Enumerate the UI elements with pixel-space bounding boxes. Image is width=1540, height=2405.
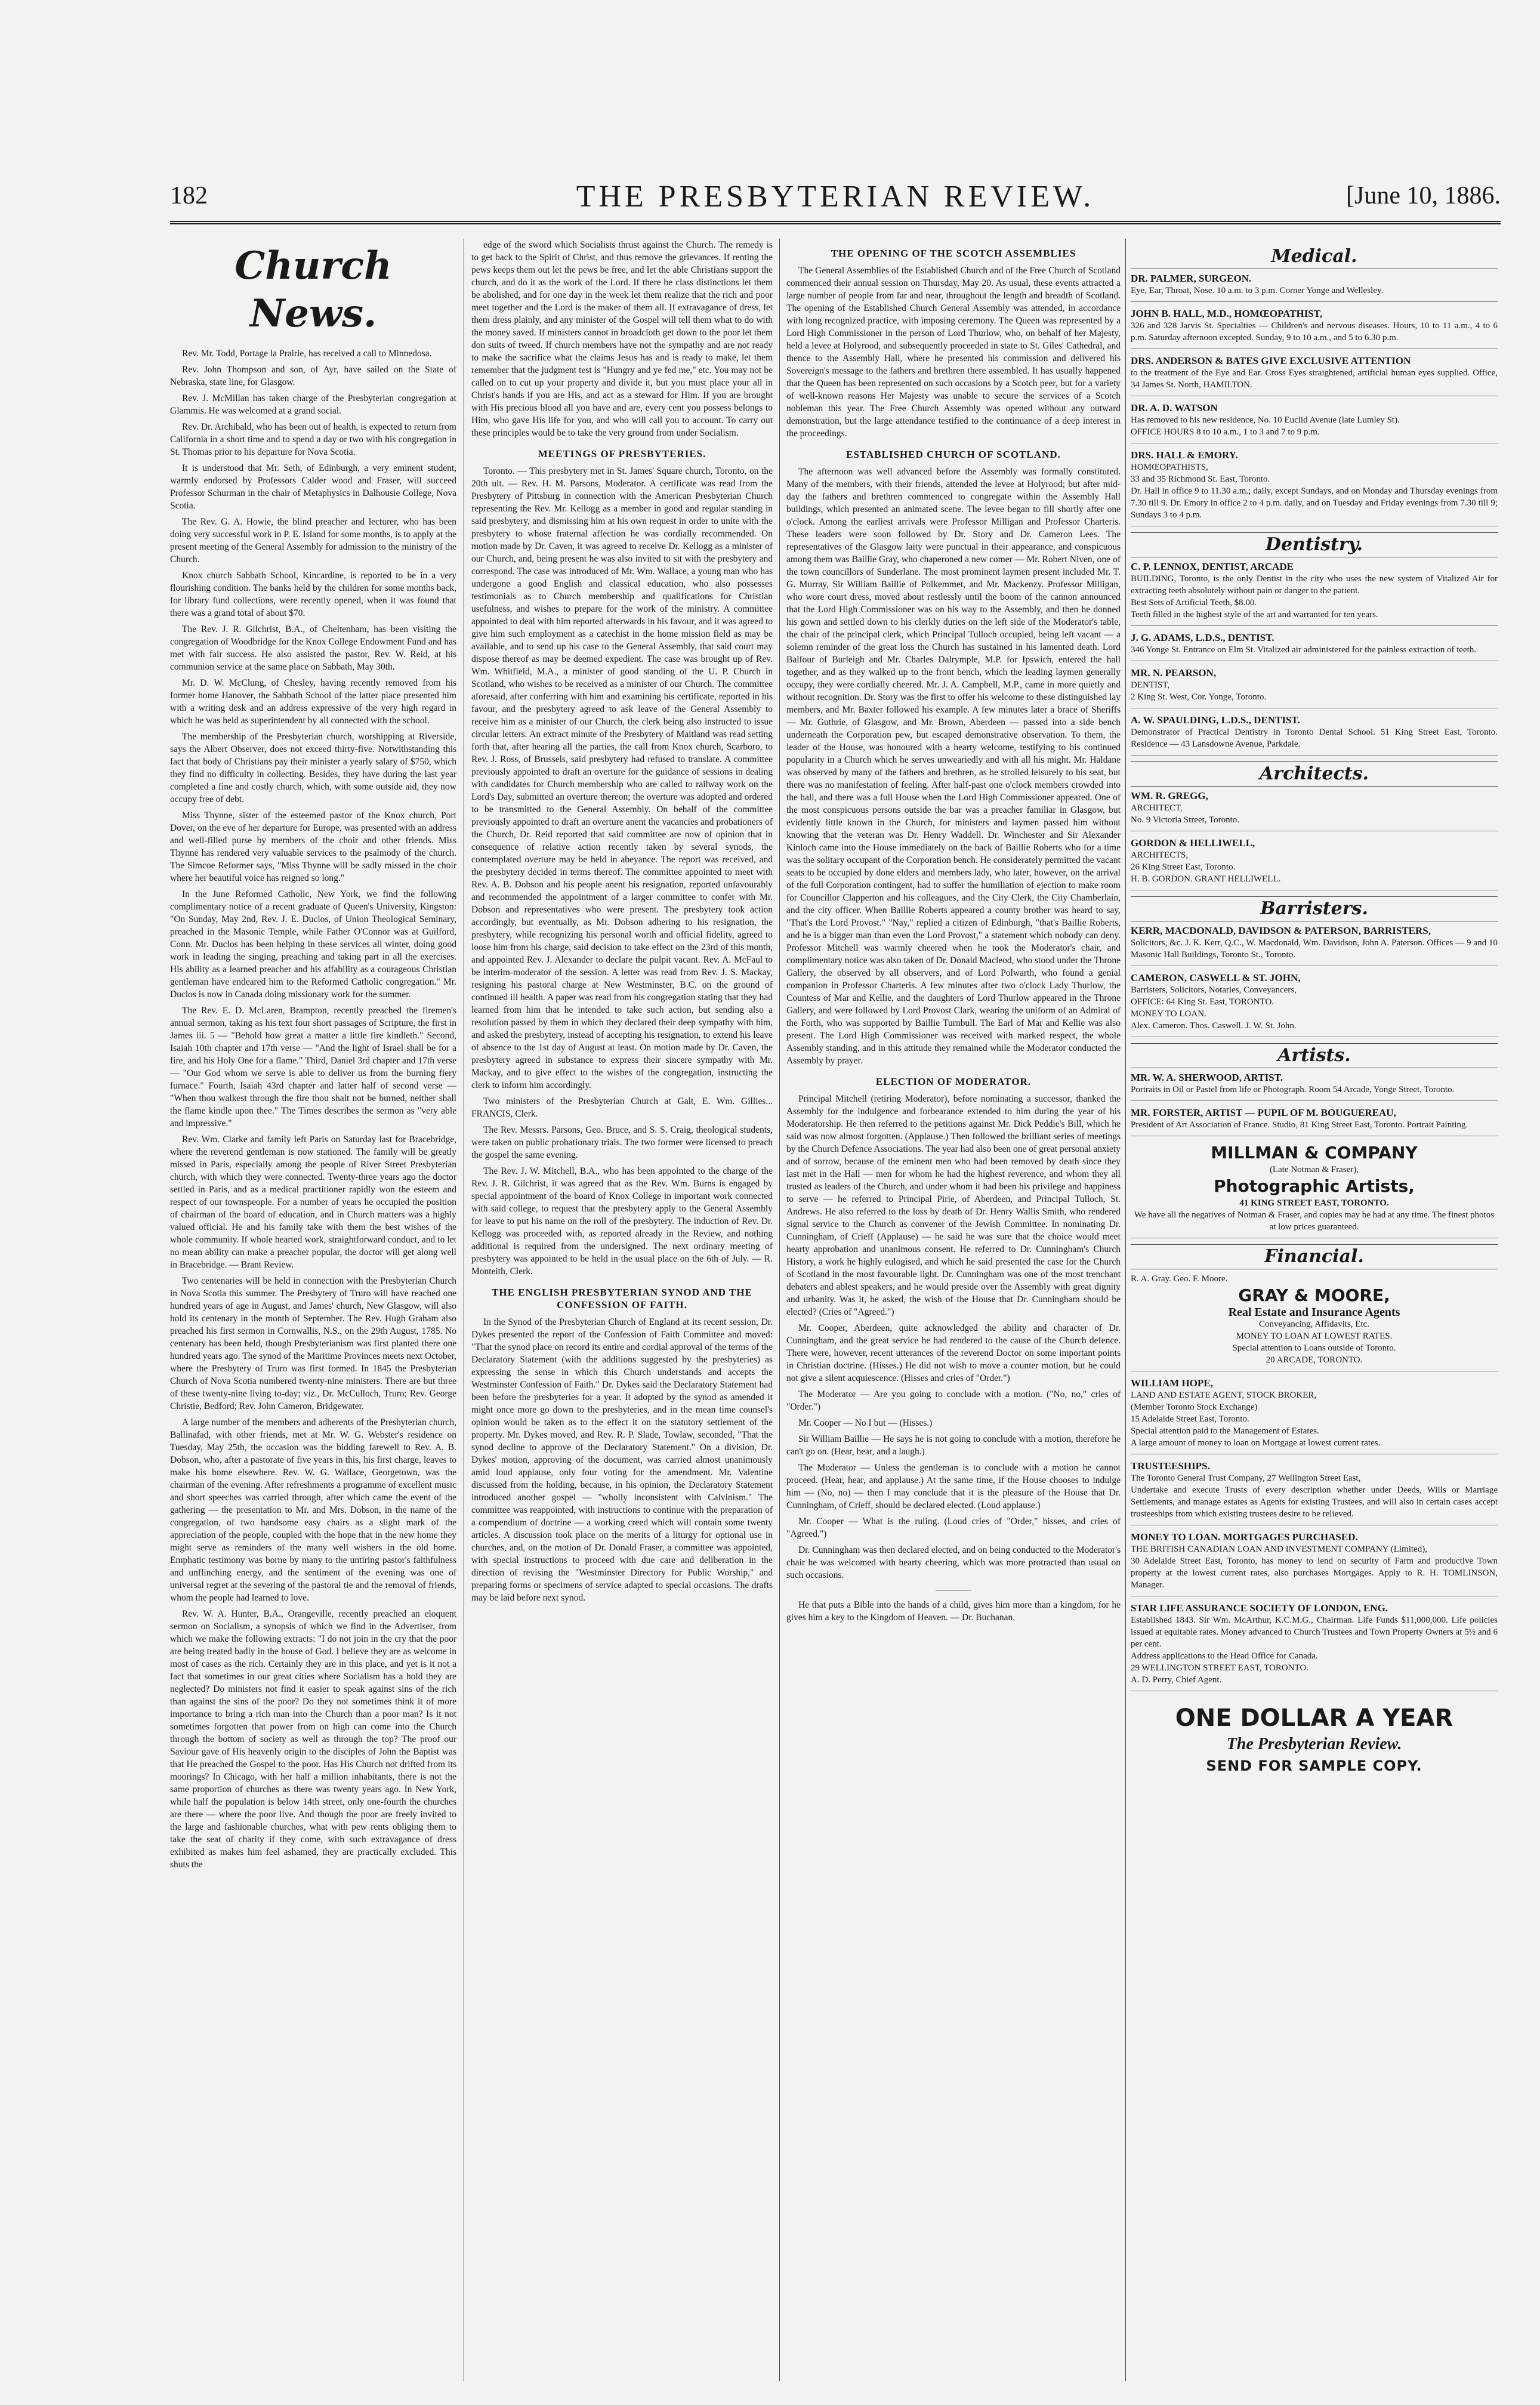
directory-listing — [1131, 449, 1498, 526]
millman-title: Photographic Artists, — [1214, 1176, 1415, 1196]
listing-name: J. G. ADAMS, L.D.S., DENTIST. — [1131, 632, 1274, 643]
listing-name: MR. FORSTER, ARTIST — PUPIL OF M. BOUGUEREAU, — [1131, 1107, 1396, 1118]
directory-listing — [1131, 308, 1498, 349]
millman-sub: (Late Notman & Fraser), — [1269, 1165, 1359, 1174]
gray-moore-names: R. A. Gray. Geo. F. Moore. — [1131, 1274, 1228, 1284]
artists-cards — [1131, 1072, 1498, 1136]
directory-listing — [1131, 1460, 1498, 1525]
listing-line: Teeth filled in the highest style of the art and warranted for ten years. — [1131, 610, 1378, 619]
article-paragraph: Rev. W. A. Hunter, B.A., Orangeville, recently preached an eloquent sermon on Socialism, a synopsis of which we find in the Advertiser, from which we make the following extracts: "I do not join in the cry that the poor are being treated badly in the house of God. I believe they are as welcome in most of cases as the rich. Certainly they are in this place, and yet is it not a fact that sometimes in our great cities where Socialism has a hold they are neglected? Do ministers not find it easier to speak against sins of the rich than against the sins of the poor? Do they not sometimes think it of more importance to bring a rich man into the Church than a poor man? Is it not sometimes forgotten that power from on high can come into the Church through the bottom of society as well as through the top? The proof our Saviour gave of His heavenly origin to the disciples of John the Baptist was that He preached the Gospel to the poor. Has His Church not drifted from its moorings? In Chicago, with her half a million inhabitants, there is not the same proportion of churches as there was twenty years ago. In New York, while half the population is below 14th street, only one-fourth the churches are there — where the poor live. And though the poor are freely invited to the large and fashionable churches, what with pew rents obliging them to take the seat of charity if they come, with such extravagance of dress exhibited as makes him feel ashamed, they are practically excluded. This shuts the — [170, 1609, 456, 1870]
church-news-body — [170, 347, 456, 1871]
listing-line: H. B. GORDON. GRANT HELLIWELL. — [1131, 874, 1281, 884]
listing-line: HOMŒOPATHISTS, — [1131, 462, 1208, 472]
meetings-heading: MEETINGS OF PRESBYTERIES. — [538, 448, 706, 460]
gray-moore-line: Conveyancing, Affidavits, Etc. — [1258, 1319, 1370, 1329]
article-paragraph: Principal Mitchell (retiring Moderator), before nominating a successor, thanked the Assembly for the indulgence and forbearance extended to him during the year of his Moderatorship. He then referred to the petitions against Mr. Dick Peddie's Bill, which he said was now almost forgotten. (Applause.) Then followed the brilliant series of meetings by the Church Defence Associations. The year had also been one of great personal anxiety and of sorrow, because of the eminent men who had been removed by death since they last met in the Hall — men for whom he had the highest reverence, and whom they all trusted as leaders of the Church, and under whom it had been his privilege and happiness to serve — he referred to Principal Pirie, of Aberdeen, and Principal Tulloch, St. Andrews. He also referred to the loss by death of Dr. Henry Wallis Smith, who rendered signal service to the Church as convener of the Jewish Committee. In nominating Dr. Cunningham, of Crieff (Applause) — he said he was sure that the choice would meet hearty approbation and unanimous consent. He referred to Dr. Cunningham's Church History, a work he highly eulogised, and which he said presented the case for the Church of Scotland in the most favourable light. Dr. Cunningham was one of the most trenchant debaters and ablest speakers, and he would preside over the Assembly with great dignity and urbanity. Was it, he asked, the wish of the House that Dr. Cunningham should be elected? (Cries of "Agreed.") — [786, 1094, 1121, 1317]
directory-listing — [1131, 667, 1498, 708]
millman-name: MILLMAN & COMPANY — [1211, 1143, 1418, 1163]
gray-moore-line: Special attention to Loans outside of Toronto. — [1232, 1343, 1396, 1353]
listing-line: Has removed to his new residence, No. 10 Euclid Avenue (late Lumley St). — [1131, 415, 1400, 425]
synod-heading: THE ENGLISH PRESBYTERIAN SYNOD AND THE CONFESSION OF FAITH. — [492, 1287, 752, 1311]
medical-cards — [1131, 273, 1498, 526]
listing-line: Demonstrator of Practical Dentistry in Toronto Dental School. 51 King Street East, Toronto. Residence — 43 Lansdowne Avenue, Parkdale. — [1131, 727, 1498, 749]
dentistry-cards — [1131, 561, 1498, 756]
listing-line: ARCHITECTS, — [1131, 850, 1189, 860]
listing-line: Special attention paid to the Management of Estates. — [1131, 1426, 1319, 1436]
financial-heading: Financial. — [1131, 1244, 1498, 1269]
gray-moore-line: 20 ARCADE, TORONTO. — [1266, 1355, 1363, 1365]
gray-moore-line: MONEY TO LOAN AT LOWEST RATES. — [1236, 1331, 1393, 1341]
listing-line: DENTIST, — [1131, 680, 1170, 690]
closing-quote: He that puts a Bible into the hands of a child, gives him more than a kingdom, for he gives him a key to the Kingdom of Heaven. — Dr. Buchanan. — [786, 1600, 1121, 1623]
article-paragraph: The Rev. J. R. Gilchrist, B.A., of Cheltenham, has been visiting the congregation of Woodbridge for the Knox College Endowment Fund and has met with fair success. He also assisted the pastor, Rev. W. Reid, at his communion service at the same place on Sabbath, May 30th. — [170, 624, 456, 672]
article-paragraph: The Moderator — Unless the gentleman is to conclude with a motion he cannot proceed. (Hear, hear, and applause.) At the same time, if the House chooses to indulge him — (No, no) — then I may conclude that it is the pleasure of the House that Dr. Cunningham, of Crieff, should be declared elected. (Loud applause.) — [786, 1463, 1121, 1510]
article-paragraph: Rev. Mr. Todd, Portage la Prairie, has received a call to Minnedosa. — [182, 349, 432, 359]
article-paragraph: The Rev. J. W. Mitchell, B.A., who has been appointed to the charge of the Rev. J. R. Gilchrist, it was agreed that as the Rev. Wm. Burns is engaged by special appointment of the board of Knox College in important work connected with said college, to request that the presbytery apply to the General Assembly for leave to put his name on the roll of the presbytery. The induction of Rev. Dr. Kellogg was proceeded with, as reported already in the Review, and nothing additional is required from the undersigned. The next ordinary meeting of presbytery was appointed to be held in the usual place on the 6th of July. — R. Monteith, Clerk. — [471, 1166, 773, 1276]
column-rule — [779, 239, 780, 2381]
barristers-cards — [1131, 925, 1498, 1037]
listing-line: MONEY TO LOAN. — [1131, 1009, 1206, 1019]
established-body — [786, 465, 1121, 1067]
millman-ad — [1131, 1142, 1498, 1238]
directory-listing — [1131, 355, 1498, 396]
architects-heading: Architects. — [1131, 761, 1498, 787]
article-paragraph: The Moderator — Are you going to conclude with a motion. ("No, no," cries of "Order.") — [786, 1389, 1121, 1412]
listing-name: DRS. ANDERSON & BATES GIVE EXCLUSIVE ATTENTION — [1131, 355, 1411, 366]
listing-line: 2 King St. West, Cor. Yonge, Toronto. — [1131, 692, 1267, 702]
millman-address: 41 KING STREET EAST, TORONTO. — [1239, 1198, 1389, 1208]
directory-listing — [1131, 273, 1498, 302]
article-paragraph: It is understood that Mr. Seth, of Edinburgh, a very eminent student, warmly endorsed by Professors Calder wood and Fraser, will succeed Professor Schurman in the chair of Metaphysics in Dalhousie College, Nova Scotia. — [170, 463, 456, 511]
issue-date: [June 10, 1886. — [1346, 182, 1501, 209]
listing-name: STAR LIFE ASSURANCE SOCIETY OF LONDON, ENG. — [1131, 1602, 1388, 1614]
listing-line: Dr. Hall in office 9 to 11.30 a.m.; daily, except Sundays, and on Monday and Thursday evenings from 7.30 till 9. Dr. Emory in office 2 to 4 p.m. daily, and on Tuesday and Friday evenings from 7.30 till 9; Sundays 3 to 4 p.m. — [1131, 486, 1498, 520]
listing-line: LAND AND ESTATE AGENT, STOCK BROKER, — [1131, 1390, 1317, 1400]
listing-line: OFFICE HOURS 8 to 10 a.m., 1 to 3 and 7 to 9 p.m. — [1131, 427, 1320, 437]
article-paragraph: Sir William Baillie — He says he is not going to conclude with a motion, therefore he can't go on. (Hear, hear, and a laugh.) — [786, 1434, 1121, 1457]
listing-name: JOHN B. HALL, M.D., HOMŒOPATHIST, — [1131, 308, 1323, 319]
article-paragraph: Knox church Sabbath School, Kincardine, is reported to be in a very flourishing condition. The banks held by the children for some months back, for library fund collections, were recently opened, when it was found that there was a grand total of about $70. — [170, 571, 456, 618]
directory-listing — [1131, 1107, 1498, 1136]
article-paragraph: A large number of the members and adherents of the Presbyterian church, Ballinafad, with other friends, met at Mr. W. G. Webster's residence on Tuesday, May 25th, the occasion was the bidding farewell to Rev. A. B. Dobson, who, after a pastorate of five years in this, his first charge, leaves to make his home elsewhere. Rev. W. G. Wallace, Georgetown, was the chairman of the evening. After refreshments a programme of excellent music and short speeches was carried through, after which came the event of the gathering — the presentation to Mr. and Mrs. Dobson, in the name of the congregation, of two handsome easy chairs as a slight mark of the appreciation of the people, coupled with the hope that in the new home they might serve as reminders of the many well wishers in the old home. Emphatic testimony was borne by many to the untiring pastor's faithfulness and unflinching energy, and the sentiment of the evening was one of universal regret at the severing of the pastoral tie and the removal of friends, whom the people had learned to love. — [170, 1417, 456, 1603]
barristers-heading: Barristers. — [1131, 896, 1498, 921]
article-paragraph: Rev. John Thompson and son, of Ayr, have sailed on the State of Nebraska, state line, for Glasgow. — [170, 365, 456, 387]
listing-name: C. P. LENNOX, DENTIST, ARCADE — [1131, 561, 1294, 572]
election-body — [786, 1093, 1121, 1581]
listing-name: MR. W. A. SHERWOOD, ARTIST. — [1131, 1072, 1283, 1083]
article-paragraph: In the Synod of the Presbyterian Church of England at its recent session, Dr. Dykes presented the report of the Confession of Faith Committee and moved: "That the synod place on record its entire and cordial approval of the terms of the Declaratory Statement (with the additions suggested by the presbyteries) as expressing the sense in which this Church understands and accepts the Westminster Confession of Faith." Dr. Dykes said the Declaratory Statement had been before the presbyteries for a year. It adopted by the synod as amended it might once more go down to the presbyteries, and in the mean time counsel's opinion would be taken as to the effect it on the statutory settlement of the property. Mr. Dykes moved, and Rev. R. P. Slade, Towlaw, seconded, "That the synod decline to approve of the Declaratory Statement." On a division, Dr. Dykes' motion, approving of the document, was carried almost unanimously amid loud applause, only four voting for the amendment. Mr. Valentine discussed from the holding, because, in his opinion, the Declaratory Statement introduced another gospel — "wholly inconsistent with Calvinism." The committee was reappointed, with instructions to continue with the preparation of a compendium of doctrine — a working creed which will contain some twenty articles. A discussion took place on the merits of a liturgy for optional use in churches, and, on the motion of Dr. Donald Fraser, a committee was appointed, with special instructions to proceed with due care and deliberation in the direction of revising the "Westminster Directory for Public Worship," and preparing forms or specimens of service adapted to special occasions. The drafts may be laid before next synod. — [471, 1317, 773, 1603]
gray-moore-firm: GRAY & MOORE, — [1238, 1285, 1390, 1305]
opening-body — [786, 264, 1121, 440]
listing-line: Solicitors, &c. J. K. Kerr, Q.C., W. Macdonald, Wm. Davidson, John A. Paterson. Offices — 9 and 10 Masonic Hall Buildings, Toronto St., Toronto. — [1131, 938, 1498, 960]
listing-line: Address applications to the Head Office for Canada. — [1131, 1651, 1318, 1661]
article-paragraph: edge of the sword which Socialists thrust against the Church. The remedy is to get back to the Spirit of Christ, and thus remove the grievances. If renting the pews keeps them out let the pews be free, and let the able Christians support the church, and do it as the work of the Lord. If there be class distinctions let them be abolished, and for one day in the week let them realize that the rich and poor meet together and the Lord is the maker of them all. If extravagance of dress, let them dress plainly, and any minister of the Gospel will tell them what to do with the money saved. If ministers cannot in broadcloth get down to the poor let them don suits of tweed. If church members have not the sympathy and are not ready to make the sacrifice what the claims Jesus has and is ready to make, let them remember that the judgment test is "Hungry and ye fed me," etc. You may not be called on to cut up your property and divide it, but you must place your all in Christ's hands if you are His, and act as a steward for Him. If you are brought with His precious blood all you have and are, every cent you possess belongs to Him, who gave His life for you, and who will call you to account. To carry out these principles would be to take the very ground from under Socialism. — [471, 240, 773, 438]
listing-name: DR. A. D. WATSON — [1131, 402, 1218, 414]
article-paragraph: Two centenaries will be held in connection with the Presbyterian Church in Nova Scotia this summer. The Presbytery of Truro will have reached one hundred years of age in August, and James' church, New Glasgow, will also hold its centenary in the month of September. The Rev. Hugh Graham also preached his first sermon in Cornwallis, N.S., on the 29th August, 1785. No centenary has been held, though Presbyterianism was first planted there one hundred years ago. The synod of the Maritime Provinces meets next October, where the Presbytery of Truro was first formed. In 1845 the Presbyterian Church of Nova Scotia numbered twenty-nine ministers. There are but three of these twenty-nine living to-day; viz., Dr. McCulloch, Truro; Rev. George Christie, Bedford; Rev. John Cameron, Bridgewater. — [170, 1276, 456, 1411]
listing-name: WM. R. GREGG, — [1131, 790, 1208, 801]
listing-line: Portraits in Oil or Pastel from life or Photograph. Room 54 Arcade, Yonge Street, Toronto. — [1131, 1085, 1455, 1094]
directory-listing — [1131, 837, 1498, 890]
architects-cards — [1131, 790, 1498, 890]
newspaper-title: THE PRESBYTERIAN REVIEW. — [576, 180, 1095, 214]
listing-name: A. W. SPAULDING, L.D.S., DENTIST. — [1131, 714, 1300, 726]
opening-heading: THE OPENING OF THE SCOTCH ASSEMBLIES — [831, 248, 1076, 259]
column-church-news — [170, 239, 456, 2381]
directory-listing — [1131, 972, 1498, 1037]
medical-heading: Medical. — [1131, 245, 1498, 269]
listing-line: 29 WELLINGTON STREET EAST, TORONTO. — [1131, 1663, 1309, 1673]
listing-line: ARCHITECT, — [1131, 803, 1183, 813]
article-paragraph: Mr. Cooper, Aberdeen, quite acknowledged the ability and character of Dr. Cunningham, and the great service he had rendered to the cause of the Church defence. There were, however, recent utterances of the reverend Doctor on some important points in Christian doctrine. (Hisses.) He did not wish to move a counter motion, but he could not give a silent acquiescence. (Hisses and cries of "Order.") — [786, 1323, 1121, 1383]
election-heading: ELECTION OF MODERATOR. — [875, 1076, 1032, 1087]
article-paragraph: Rev. J. McMillan has taken charge of the Presbyterian congregation at Glammis. He was welcomed at a grand social. — [170, 393, 456, 416]
directory-listing — [1131, 714, 1498, 756]
promo-price: ONE DOLLAR A YEAR — [1175, 1704, 1453, 1732]
listing-name: DRS. HALL & EMORY. — [1131, 449, 1238, 461]
listing-name: KERR, MACDONALD, DAVIDSON & PATERSON, BARRISTERS, — [1131, 925, 1431, 936]
listing-name: MONEY TO LOAN. MORTGAGES PURCHASED. — [1131, 1531, 1358, 1543]
directory-listing — [1131, 402, 1498, 443]
article-paragraph: Mr. D. W. McClung, of Chesley, having recently removed from his former home Hanover, the Sabbath School of the latter place presented him with a writing desk and an address expressive of the very high regard in which he was held as superintendent by all connected with the school. — [170, 678, 456, 726]
directory-listing — [1131, 1377, 1498, 1454]
column-two — [471, 239, 773, 2381]
millman-note: We have all the negatives of Notman & Fraser, and copies may be had at any time. The finest photos at low prices guaranteed. — [1134, 1210, 1495, 1232]
listing-line: Undertake and execute Trusts of every description whether under Deeds, Wills or Marriage Settlements, and manage estates as Agents for existing Trustees, and will also in certain cases accept trusteeships from which existing trustees desire to be relieved. — [1131, 1485, 1498, 1519]
listing-name: CAMERON, CASWELL & ST. JOHN, — [1131, 972, 1301, 983]
listing-line: A. D. Perry, Chief Agent. — [1131, 1675, 1222, 1685]
article-paragraph: Rev. Dr. Archibald, who has been out of health, is expected to return from California in a short time and to spend a day or two with his congregation in St. Thomas prior to his departure for Nova Scotia. — [170, 422, 456, 457]
established-heading: ESTABLISHED CHURCH OF SCOTLAND. — [846, 449, 1061, 460]
gray-moore-ad — [1131, 1273, 1498, 1371]
article-paragraph: Toronto. — This presbytery met in St. James' Square church, Toronto, on the 20th ult. — Rev. H. M. Parsons, Moderator. A certificate was read from the Presbytery of Pittsburg in connection with the American Presbyterian Church representing the Rev. Mr. Kellogg as a member in good and regular standing in said presbytery, and dismissing him at his own request in order to unite with the presbytery to whose fraternal affection he was cordially recommended. On motion made by Dr. Caven, it was agreed to receive Dr. Kellogg as a minister of our Church, and, being present he was also invited to sit with the presbytery and correspond. The case was introduced of Mr. Wm. Wallace, a young man who has undergone a good English and classical education, who also possesses testimonials as to Church membership and qualifications for Christian usefulness, and wishes to prepare for the work of the ministry. A committee appointed to deal with him reported afterwards in his favour, and it was agreed to give him such employment as a catechist in the home mission field as may be available, and to send up his case to the General Assembly, that said court may dispose thereof as may be deemed expedient. The case was brought up of Rev. Wm. Whitfield, M.A., a minister of good standing of the U. P. Church in Scotland, who wishes to be received as a minister of our Church. The committee aforesaid, after conferring with him and examining his certificate, reported in his favour, and the presbytery agreed to ask leave of the General Assembly to receive him as a minister of our Church, the clerk being also instructed to issue circular letters. An extract minute of the Presbytery of Maitland was read setting forth that, after hearing all the parties, the call from Knox church, Scarboro, to Rev. J. Ross, of Brussels, said presbytery had refused to translate. A committee previously appointed to draft an overture for the guidance of sessions in dealing with candidates for Church membership who are called to railway work on the Lord's Day, submitted an overture thereon; the overture was adopted and ordered to be transmitted to the General Assembly. On behalf of the committee previously appointed to draft an overture anent the vacancies and probationers of the Church, Dr. Reid reported that said committee are now of opinion that in consequence of relative action recently taken by several synods, the contemplated overture may be held in abeyance. The report was received, and the presbytery decided in terms thereof. The committee appointed to meet with Rev. A. B. Dobson and his people anent his resignation, reported unfavourably and recommended the appointment of a larger committee to confer with Mr. Dobson and representatives who were present. The presbytery took action accordingly, but eventually, as Mr. Dobson adhering to his resignation, the presbytery, while recognizing his personal worth and official fidelity, agreed to loose him from his charge, said decision to take effect on the 23rd of this month, and appointed Rev. J. Alexander to declare the pulpit vacant. Rev. A. McFaul to be interim-moderator of the session. A letter was read from Rev. J. S. Mackay, resigning his pastoral charge at New Westminster, B.C. on the ground of continued ill health. A paper was read from his congregation stating that they had learned from him that he intended to take such action, but sending also a resolution passed by them in which they declared their deep sympathy with him, and asked the presbytery, instead of accepting his resignation, to extend his leave of absence to the 1st day of August at least. On motion made by Dr. Caven, the presbytery agreed in substance to express their sincere sympathy with Mr. Mackay, and to give effect to the wishes of the congregation, instructing the clerk to inform him accordingly. — [471, 466, 773, 1090]
listing-line: The Toronto General Trust Company, 27 Wellington Street East, — [1131, 1473, 1361, 1483]
column-directory — [1131, 239, 1498, 2381]
article-paragraph: Dr. Cunningham was then declared elected, and on being conducted to the Moderator's chair he was welcomed with hearty cheering, which was more protracted than usual on such occasions. — [786, 1545, 1121, 1580]
listing-line: (Member Toronto Stock Exchange) — [1131, 1402, 1258, 1412]
listing-line: OFFICE: 64 King St. East, TORONTO. — [1131, 997, 1274, 1007]
directory-listing — [1131, 1072, 1498, 1101]
directory-listing — [1131, 790, 1498, 831]
listing-name: DR. PALMER, SURGEON. — [1131, 273, 1252, 284]
listing-line: 346 Yonge St. Entrance on Elm St. Vitalized air administered for the painless extraction of teeth. — [1131, 645, 1477, 655]
article-paragraph: Miss Thynne, sister of the esteemed pastor of the Knox church, Port Dover, on the eve of her departure for Europe, was presented with an address and well-filled purse by members of the choir and other friends. Miss Thynne has rendered very valuable services to the psalmody of the church. The Simcoe Reformer says, "Miss Thynne will be sadly missed in the choir where her beautiful voice has reigned so long." — [170, 810, 456, 883]
dentistry-heading: Dentistry. — [1131, 532, 1498, 557]
synod-body — [471, 1316, 773, 1604]
directory-listing — [1131, 1531, 1498, 1596]
article-paragraph: The afternoon was well advanced before the Assembly was formally constituted. Many of the members, with their friends, attended the levee at Holyrood; but after mid-day the fathers and brethren commenced to congregate within the Assembly Hall buildings, which presented an animated scene. The levee began to fill shortly after one o'clock. Among the earliest arrivals were Professor Milligan and Professor Charteris. These leaders were soon followed by Dr. Story and Dr. Cameron Lees. The representatives of the Glasgow laity were punctual in their appearance, and conspicuous among them was Baillie Gray, who chaperoned a new comer — Mr. Robert Niven, one of the town councillors of Sunderlane. The most prominent laymen present included Mr. T. G. Murray, Sir William Baillie of Polkemmet, and Mr. Mackenzy. Professor Milligan, who wore court dress, moved about restlessly until the boom of the cannon announced that the Lord High Commissioner was on his way to the Assembly, and then he donned his gown and settled down to his clerkly duties on the left side of the Moderator's table, the chair of the principal clerk, which Principal Tulloch occupied, being left vacant — a solemn reminder of the great loss the Church has sustained in his lamented death. Lord Balfour of Burleigh and Mr. Charles Dalrymple, M.P. for Ipswich, entered the hall together, and as they walked up to the front bench, which the leading laymen generally occupy, they were cordially cheered. Mr. J. A. Campbell, M.P., came in more quietly and without recognition. Dr. Story was the first to offer his welcome to these distinguished lay members, and Mr. Baxter followed his example. A few minutes later a brace of Sheriffs — Mr. Guthrie, of Glasgow, and Mr. Brown, Aberdeen — passed into a side bench underneath the Corporation pew, but escaped demonstrative observation. To them, the leader of the House, was honoured with a hearty welcome, testifying to his continued popularity in a Church which he serves unweariedly and with all his might. Mr. Haldane was observed by many of the fathers and brethren, as he strolled leisurely to his seat, but there was no manifestation of feeling. After half-past one o'clock members crowded into the hall, and there was a full House when the Lord High Commissioner appeared. One of the most conspicuous persons outside the bar was a preacher familiar in Glasgow, but evidently little known in the Church, for ministers and laymen passed him without knowing that the veteran was Dr. Henry Waddell. Dr. Winchester and Sir Alexander Kinloch came into the House immediately on the back of Baillie Roberts who for a time was the solitary occupant of the Corporation bench. He considerately permitted the vacant seats to be occupied by done elders and members lady, who later, however, on the arrival of the full Corporation contingent, had to suffer the humiliation of ejection to make room for Councillor Clapperton and his colleagues, and the City Clerk, the City Chamberlain, and the city officer. When Baillie Roberts appeared a county brother was heard to say, "That's the Lord Provost." "Nay," replied a citizen of Edinburgh, "that's Baillie Roberts, and he is a bigger man than even the Lord Provost," a statement which nobody can deny. Professor Mitchell was warmly cheered when he took the Moderator's chair, and complimentary notice was also taken of Dr. Donald Macleod, who stood under the Throne Gallery, the observed by all observers, and of Lord Polwarth, who found a genial companion in Professor Charteris. A few minutes after two o'clock Lady Thurlow, the Countess of Mar and Kellie, and the daughters of Lord Thurlow appeared in the Throne Gallery, and were followed by Lord Provost Clark, wearing the uniform of an Admiral of the Forth, who was supported by Baillie Turnbull. The Earl of Mar and Kellie was also present. The Lord High Commissioner was received with marked respect, the whole Assembly standing, and in this attitude they remained while the Moderator conducted the Assembly by prayer. — [786, 467, 1121, 1066]
listing-name: WILLIAM HOPE, — [1131, 1377, 1213, 1389]
directory-listing — [1131, 561, 1498, 626]
column-rule — [1125, 239, 1126, 2381]
listing-line: Established 1843. Sir Wm. McArthur, K.C.M.G., Chairman. Life Funds $11,000,000. Life policies issued at equitable rates. Money advanced to Church Trustees and Town Property Owners at 5½ and 6 per cent. — [1131, 1615, 1498, 1649]
socialism-sermon-continued — [471, 239, 773, 439]
listing-line: Alex. Cameron. Thos. Caswell. J. W. St. John. — [1131, 1021, 1297, 1031]
article-paragraph: Rev. Wm. Clarke and family left Paris on Saturday last for Bracebridge, where the reverend gentleman is now stationed. The family will be greatly missed in Paris, especially among the people of River Street Presbyterian church, with which they were connected. Twenty-three years ago the doctor settled in Paris, and as a medical practitioner rapidly won the esteem and respect of our townspeople. For a number of years he occupied the position of chairman of the board of education, and in Church matters was a highly valued official. He and his family take with them the best wishes of the whole community. If whole hearted work, straightforward conduct, and to let no mean ability can make a preacher popular, the doctor will get along well in Bracebridge. — Brant Review. — [170, 1134, 456, 1270]
listing-line: 33 and 35 Richmond St. East, Toronto. — [1131, 474, 1270, 484]
directory-listing — [1131, 925, 1498, 966]
listing-name: TRUSTEESHIPS. — [1131, 1460, 1210, 1472]
column-three — [786, 239, 1121, 2381]
article-paragraph: The General Assemblies of the Established Church and of the Free Church of Scotland commenced their annual session on Thursday, May 20. As usual, these events attracted a large number of people from far and near, throughout the length and breadth of Scotland. The opening of the Established Church General Assembly was attended, in accordance with long recognized practice, with imposing ceremony. The Queen was represented by a Lord High Commissioner in the person of Lord Thurlow, who, on behalf of her Majesty, held a levee at Holyrood, and subsequently proceeded in state to St. Giles' Cathedral, and thence to the Assembly Hall, where he presented his commission and delivered his Sovereign's message to the fathers and brethren there assembled. It has usually happened that the Queen has been represented on such occasions by a Scotch peer, but for a variety of well-known reasons Her Majesty was unable to secure the services of a Scotch nobleman this year. The Free Church Assembly was opened without any outward demonstration, but the large attendance testified to the continuance of a deep interest in the proceedings. — [786, 266, 1121, 439]
listing-line: Best Sets of Artificial Teeth, $8.00. — [1131, 598, 1257, 608]
listing-line: BUILDING, Toronto, is the only Dentist in the city who uses the new system of Vitalized Air for extracting teeth absolutely without pain or danger to the patient. — [1131, 574, 1498, 596]
listing-line: No. 9 Victoria Street, Toronto. — [1131, 815, 1240, 825]
listing-line: 26 King Street East, Toronto. — [1131, 862, 1236, 872]
listing-line: THE BRITISH CANADIAN LOAN AND INVESTMENT COMPANY (Limited), — [1131, 1544, 1427, 1554]
listing-name: GORDON & HELLIWELL, — [1131, 837, 1255, 849]
listing-line: A large amount of money to loan on Mortgage at lowest current rates. — [1131, 1438, 1381, 1448]
article-paragraph: Mr. Cooper — No I but — (Hisses.) — [798, 1418, 933, 1428]
gray-moore-title: Real Estate and Insurance Agents — [1228, 1306, 1400, 1319]
directory-listing — [1131, 632, 1498, 661]
artists-heading: Artists. — [1131, 1043, 1498, 1068]
article-paragraph: The membership of the Presbyterian church, worshipping at Riverside, says the Albert Observer, does not exceed thirty-five. Notwithstanding this fact that body of Christians pay their minister a yearly salary of $750, which they find no difficulty in collecting. Besides, they have during the last year completed a fine and costly church, which, with some outside aid, they now occupy free of debt. — [170, 732, 456, 804]
church-news-heading: Church News. — [234, 243, 392, 336]
page-number: 182 — [170, 182, 208, 209]
listing-line: 15 Adelaide Street East, Toronto. — [1131, 1414, 1249, 1424]
financial-cards — [1131, 1377, 1498, 1691]
article-paragraph: The Rev. G. A. Howie, the blind preacher and lecturer, who has been doing very successful work in P. E. Island for some months, is to apply at the present meeting of the General Assembly for admission to the ministry of the Church. — [170, 517, 456, 565]
article-paragraph: In the June Reformed Catholic, New York, we find the following complimentary notice of a recent graduate of Queen's University, Kingston: "On Sunday, May 2nd, Rev. J. E. Duclos, of Union Theological Seminary, preached in the Masonic Temple, while Father O'Connor was at Guilford, Conn. Mr. Duclos has been helping in these services all winter, doing good work in leading the singing, preaching and taking part in all the exercises. His ability as a learned preacher and his affability as a courageous Christian gentleman have endeared him to the Reformed Catholic congregation." Mr. Duclos is now in Canada doing missionary work for the summer. — [170, 889, 456, 1000]
article-paragraph: The Rev. E. D. McLaren, Brampton, recently preached the firemen's annual sermon, taking as his text four short passages of Scripture, the first in James iii. 5 — "Behold how great a matter a little fire kindleth." Second, Isaiah 10th chapter and 17th verse — "And the light of Israel shall be for a fire, and his Holy One for a flame." Third, Daniel 3rd chapter and 17th verse — "Our God whom we serve is able to deliver us from the burning fiery furnace." Fourth, Isaiah 43rd chapter and latter half of second verse — "When thou walkest through the fire thou shalt not be burned, neither shall the flame kindle upon thee." The Times describes the sermon as "very able and impressive." — [170, 1006, 456, 1128]
meetings-body — [471, 465, 773, 1278]
article-paragraph: The Rev. Messrs. Parsons, Geo. Bruce, and S. S. Craig, theological students, were taken on public probationary trials. The two former were licensed to preach the gospel the same evening. — [471, 1125, 773, 1160]
article-paragraph: Two ministers of the Presbyterian Church at Galt, E. Wm. Gillies... FRANCIS, Clerk. — [471, 1096, 773, 1119]
listing-line: to the treatment of the Eye and Ear. Cross Eyes straightened, artificial human eyes supplied. Office, 34 James St. North, HAMILTON. — [1131, 368, 1498, 390]
subscription-promo — [1131, 1703, 1498, 1776]
directory-listing — [1131, 1602, 1498, 1691]
promo-title: The Presbyterian Review. — [1226, 1735, 1402, 1753]
article-paragraph: Mr. Cooper — What is the ruling. (Loud cries of "Order," hisses, and cries of "Agreed.") — [786, 1516, 1121, 1539]
listing-line: 326 and 328 Jarvis St. Specialties — Children's and nervous diseases. Hours, 10 to 11 a.m., 4 to 6 p.m. Saturday afternoon excepted. Sunday, 9 to 10 a.m., and 5 to 6.30 p.m. — [1131, 321, 1498, 343]
listing-name: MR. N. PEARSON, — [1131, 667, 1217, 679]
listing-line: 30 Adelaide Street East, Toronto, has money to lend on security of Farm and productive Town property at the lowest current rates, also purchases Mortgages. Apply to R. H. TOMLINSON, Manager. — [1131, 1556, 1498, 1590]
listing-line: Eye, Ear, Throat, Nose. 10 a.m. to 3 p.m. Corner Yonge and Wellesley. — [1131, 286, 1384, 295]
masthead — [170, 179, 1501, 224]
promo-sample: SEND FOR SAMPLE COPY. — [1206, 1758, 1422, 1774]
listing-line: Barristers, Solicitors, Notaries, Conveyancers, — [1131, 985, 1297, 995]
listing-line: President of Art Association of France. Studio, 81 King Street East, Toronto. Portrait Painting. — [1131, 1120, 1468, 1130]
